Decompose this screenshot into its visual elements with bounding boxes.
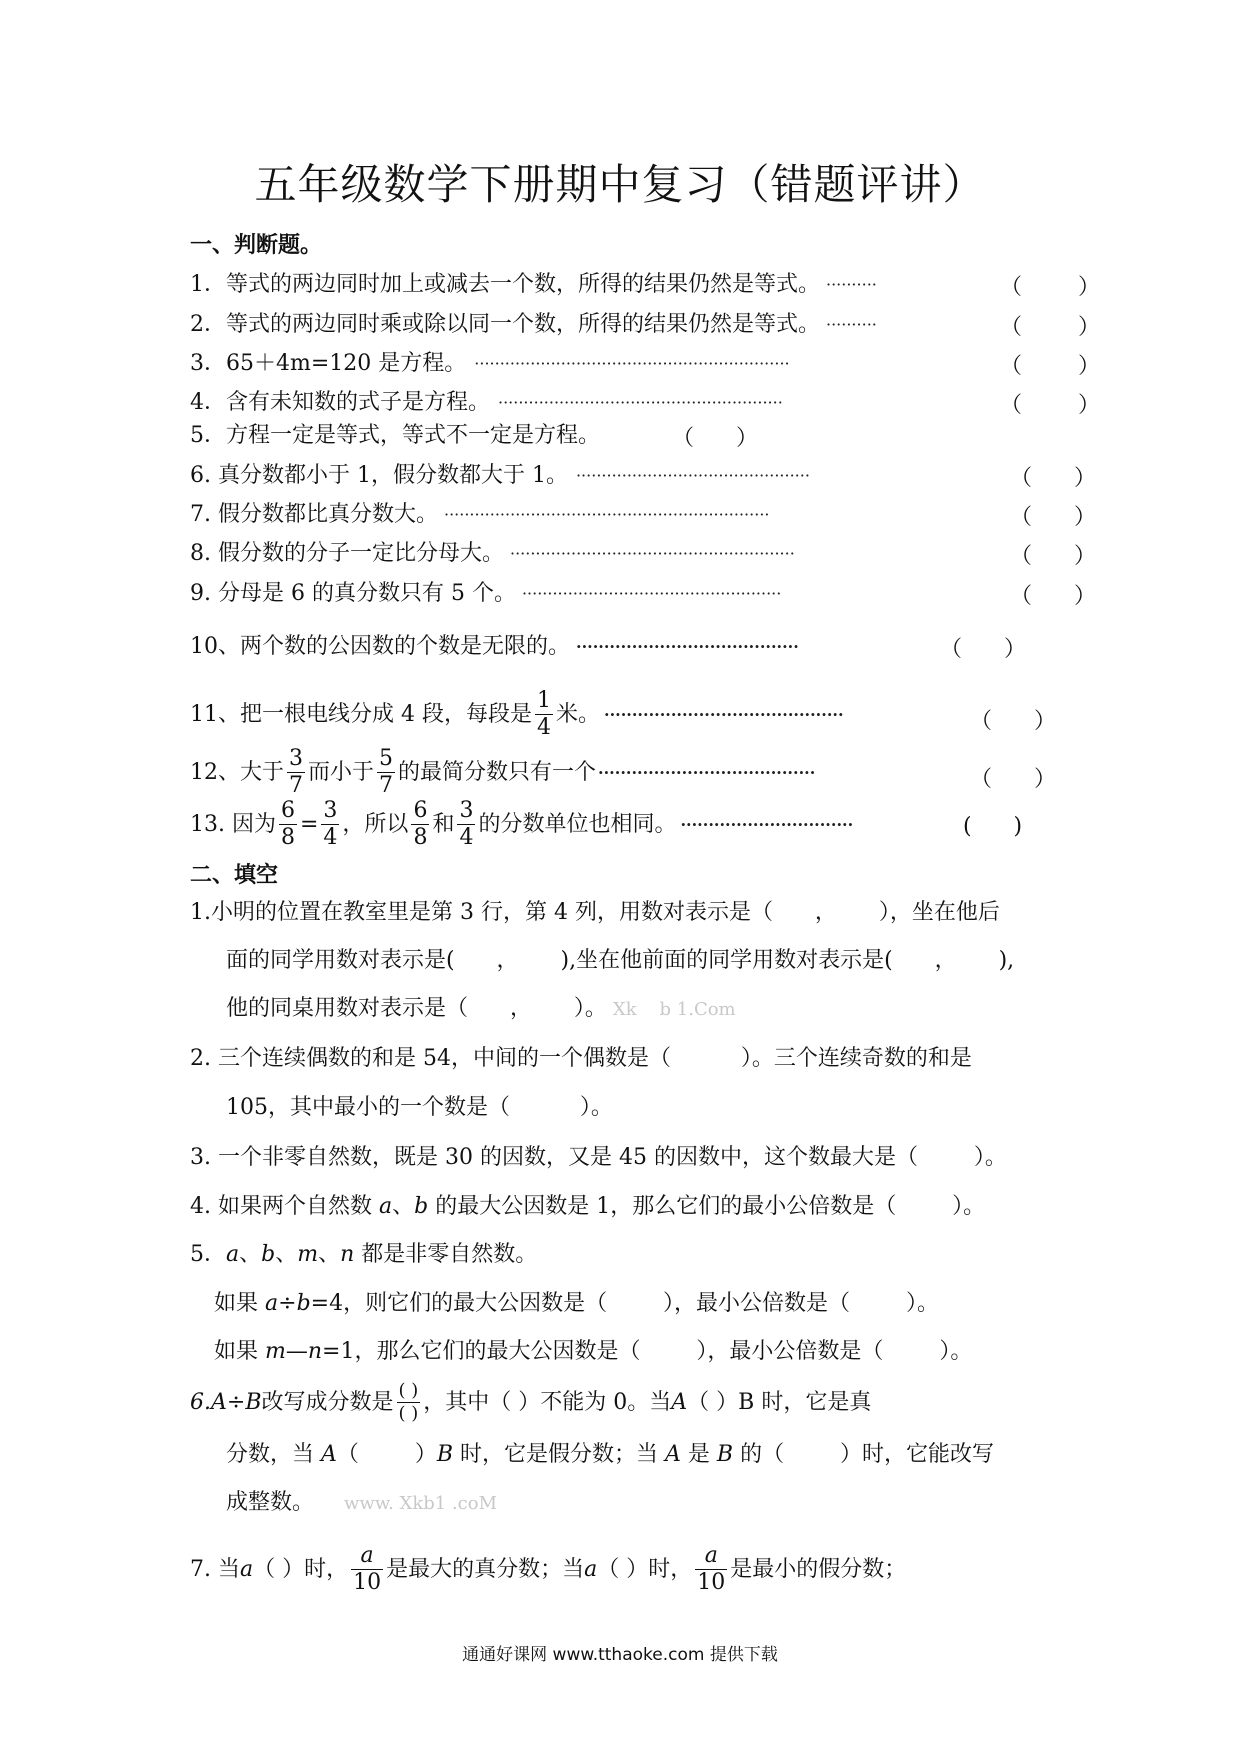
judgment-item-4 [190, 388, 956, 418]
line-text: 5． [190, 1242, 226, 1267]
leader-dots: ······························· [680, 814, 854, 834]
judgment-item-13 [190, 800, 935, 849]
variable: b [261, 1242, 276, 1267]
item-text: 8. 假分数的分子一定比分母大。 [190, 541, 504, 566]
answer-paren: （ ） [672, 426, 758, 451]
line-text: =1，那么它们的最大公因数是（ ），最小公倍数是（ ）。 [322, 1339, 973, 1364]
judgment-item-9 [190, 579, 942, 609]
fraction [377, 748, 395, 797]
fraction [457, 800, 475, 849]
leader-dots: ··········································· [604, 704, 844, 724]
operator: ÷ [278, 1291, 297, 1316]
watermark: Xk b 1.Com [612, 999, 736, 1020]
operator: — [285, 1339, 308, 1364]
fill-q6-line2 [226, 1440, 994, 1470]
fill-q5-line2 [214, 1289, 939, 1319]
line-text: （ ） [336, 1442, 437, 1467]
line-text: （ ）B 时，它是真 [687, 1389, 872, 1415]
answer-paren: （ ） [970, 709, 1056, 734]
line-text: 6. [190, 1389, 211, 1415]
item-text: 米。 [555, 701, 600, 727]
fraction [321, 800, 339, 849]
variable: B [436, 1442, 454, 1467]
denominator: 10 [353, 1570, 382, 1595]
line-text: 改写成分数是 [261, 1389, 394, 1415]
item-text: 3．65＋4m=120 是方程。 [190, 351, 467, 376]
watermark: www. Xkb1 .coM [344, 1493, 498, 1514]
item-text: 的分数单位也相同。 [478, 811, 677, 837]
fill-q6-line1 [190, 1382, 871, 1423]
numerator: 3 [459, 798, 474, 823]
numerator: 5 [379, 746, 394, 771]
line-text: =4，则它们的最大公因数是（ ），最小公倍数是（ ）。 [310, 1291, 939, 1316]
leader-dots: ······························································ [474, 354, 790, 373]
variable: A [671, 1389, 688, 1415]
fill-q6-line3 [226, 1488, 497, 1519]
fraction [287, 748, 305, 797]
denominator: 10 [697, 1570, 726, 1595]
fill-q1-line1: 1.小明的位置在教室里是第 3 行，第 4 列，用数对表示是（ ， ），坐在他后 [190, 900, 1000, 925]
answer-paren: （ ） [1010, 505, 1096, 530]
variable: a [239, 1556, 254, 1582]
numerator: 6 [280, 798, 295, 823]
fill-q4 [190, 1192, 985, 1222]
line-text: 都是非零自然数。 [354, 1242, 538, 1267]
answer-paren: （ ） [1010, 544, 1096, 569]
item-text: 1．等式的两边同时加上或减去一个数，所得的结果仍然是等式。 [190, 272, 820, 297]
judgment-item-2 [190, 310, 911, 340]
judgment-item-11 [190, 690, 959, 739]
item-text: 13. 因为 [190, 811, 276, 837]
item-text: 9. 分母是 6 的真分数只有 5 个。 [190, 581, 516, 606]
denominator: 4 [323, 825, 338, 850]
variable: A [211, 1389, 227, 1415]
line-text: 如果 [214, 1339, 265, 1364]
line-text: 分数，当 [226, 1442, 321, 1467]
fraction [351, 1545, 383, 1594]
fraction [411, 800, 429, 849]
fraction [535, 690, 553, 739]
answer-paren: （ ） [1010, 466, 1096, 491]
answer-paren: （ ） [1000, 393, 1100, 418]
line-text: 、 [392, 1194, 415, 1219]
fill-q5-line1 [190, 1240, 537, 1270]
line-text: 如果 [214, 1291, 265, 1316]
line-text: （ ）时， [597, 1556, 693, 1582]
fill-q7 [190, 1545, 906, 1594]
judgment-item-10 [190, 632, 911, 662]
variable: a [226, 1242, 240, 1267]
fill-q2-line1: 2. 三个连续偶数的和是 54，中间的一个偶数是（ ）。三个连续奇数的和是 [190, 1046, 972, 1071]
leader-dots: ······································· [598, 762, 816, 782]
line-text: 、 [275, 1242, 298, 1267]
line-text: 是 [680, 1442, 717, 1467]
answer-paren: （ ） [1000, 275, 1100, 300]
line-text: 的最大公因数是 1，那么它们的最小公倍数是（ ）。 [428, 1194, 986, 1219]
line-text: 时，它是假分数；当 [453, 1442, 666, 1467]
line-text: 是最大的真分数；当 [386, 1556, 585, 1582]
leader-dots: ·········· [826, 275, 877, 294]
operator: ÷ [226, 1389, 246, 1415]
numerator: ( ) [398, 1380, 419, 1401]
answer-paren: （ ） [940, 637, 1026, 662]
denominator: 4 [536, 715, 551, 740]
answer-paren: （ ） [1010, 584, 1096, 609]
numerator: 3 [289, 746, 303, 771]
page-title: 五年级数学下册期中复习（错题评讲） [254, 160, 986, 209]
variable: B [716, 1442, 734, 1467]
variable: a [584, 1556, 598, 1582]
variable: m [265, 1339, 286, 1364]
line-text: 7. 当 [190, 1556, 240, 1582]
line-text: ，其中（ ）不能为 0。当 [423, 1389, 672, 1415]
denominator: 7 [289, 773, 303, 798]
page-footer: 通通好课网 www.tthaoke.com 提供下载 [462, 1645, 778, 1665]
section-heading-fill: 二、填空 [190, 863, 279, 888]
item-text: 11、把一根电线分成 4 段，每段是 [190, 701, 532, 727]
judgment-item-1 [190, 270, 911, 300]
equals-sign: = [299, 811, 319, 837]
leader-dots: ························································ [498, 393, 783, 412]
line-text: 、 [318, 1242, 341, 1267]
judgment-item-5 [190, 421, 600, 451]
numerator: a [360, 1543, 374, 1568]
answer-paren: （ ） [970, 767, 1056, 792]
line-text: （ ）时， [253, 1556, 349, 1582]
line-text: 是最小的假分数； [730, 1556, 907, 1582]
item-text: 而小于 [308, 759, 375, 785]
item-text: 7. 假分数都比真分数大。 [190, 502, 438, 527]
item-text: 的最简分数只有一个 [398, 759, 597, 785]
item-text: 10、两个数的公因数的个数是无限的。 [190, 634, 570, 659]
judgment-item-3 [190, 349, 992, 379]
fill-q2-line2: 105，其中最小的一个数是（ ）。 [226, 1095, 613, 1120]
judgment-item-12 [190, 748, 916, 797]
numerator: 6 [413, 798, 428, 823]
variable: a [378, 1194, 393, 1219]
denominator: 8 [413, 825, 428, 850]
fill-q1-line2: 面的同学用数对表示是( ， ),坐在他前面的同学用数对表示是( ， ), [226, 948, 1015, 973]
leader-dots: ·············································· [575, 466, 810, 485]
leader-dots: ········································ [576, 637, 799, 656]
item-text: 12、大于 [190, 759, 284, 785]
numerator: 1 [536, 688, 551, 713]
item-text: 和 [432, 811, 455, 837]
variable: n [340, 1242, 355, 1267]
variable: a [265, 1291, 279, 1316]
answer-paren: （ ） [1000, 315, 1100, 340]
line-text: 4. 如果两个自然数 [190, 1194, 379, 1219]
variable: A [665, 1442, 681, 1467]
judgment-item-7 [190, 500, 972, 530]
item-text: 5．方程一定是等式，等式不一定是方程。 [190, 423, 600, 448]
variable: n [307, 1339, 323, 1364]
denominator: ( ) [398, 1403, 419, 1424]
answer-paren: （ ） [1000, 354, 1100, 379]
line-text: 成整数。 [226, 1490, 315, 1515]
denominator: 4 [459, 825, 474, 850]
item-text: 6. 真分数都小于 1，假分数都大于 1。 [190, 463, 568, 488]
section-heading-judgment: 一、判断题。 [190, 233, 323, 258]
variable: A [321, 1442, 337, 1467]
variable: b [414, 1194, 429, 1219]
judgment-item-8 [190, 539, 970, 569]
denominator: 7 [379, 773, 394, 798]
leader-dots: ························································ [509, 544, 795, 563]
fraction-blank [397, 1382, 421, 1423]
leader-dots: ··················································· [521, 584, 782, 603]
line-text: 、 [239, 1242, 262, 1267]
item-text: 2．等式的两边同时乘或除以同一个数，所得的结果仍然是等式。 [190, 312, 820, 337]
fraction [695, 1545, 727, 1594]
line-text: 他的同桌用数对表示是（ ， ）。 [226, 996, 607, 1021]
judgment-item-6 [190, 461, 956, 491]
fraction [279, 800, 297, 849]
leader-dots: ································································ [443, 505, 770, 524]
variable: B [245, 1389, 262, 1415]
line-text: 的（ ）时，它能改写 [733, 1442, 995, 1467]
fill-q1-line3 [226, 994, 736, 1025]
variable: m [297, 1242, 319, 1267]
variable: b [296, 1291, 311, 1316]
item-text: ，所以 [342, 811, 409, 837]
item-text: 4．含有未知数的式子是方程。 [190, 390, 490, 415]
numerator: a [704, 1543, 718, 1568]
numerator: 3 [323, 798, 338, 823]
denominator: 8 [280, 825, 295, 850]
answer-paren: ( ) [963, 814, 1023, 839]
fill-q5-line3 [214, 1337, 972, 1367]
leader-dots: ·········· [826, 315, 877, 334]
fill-q3: 3. 一个非零自然数，既是 30 的因数，又是 45 的因数中，这个数最大是（ ）。 [190, 1145, 1007, 1170]
